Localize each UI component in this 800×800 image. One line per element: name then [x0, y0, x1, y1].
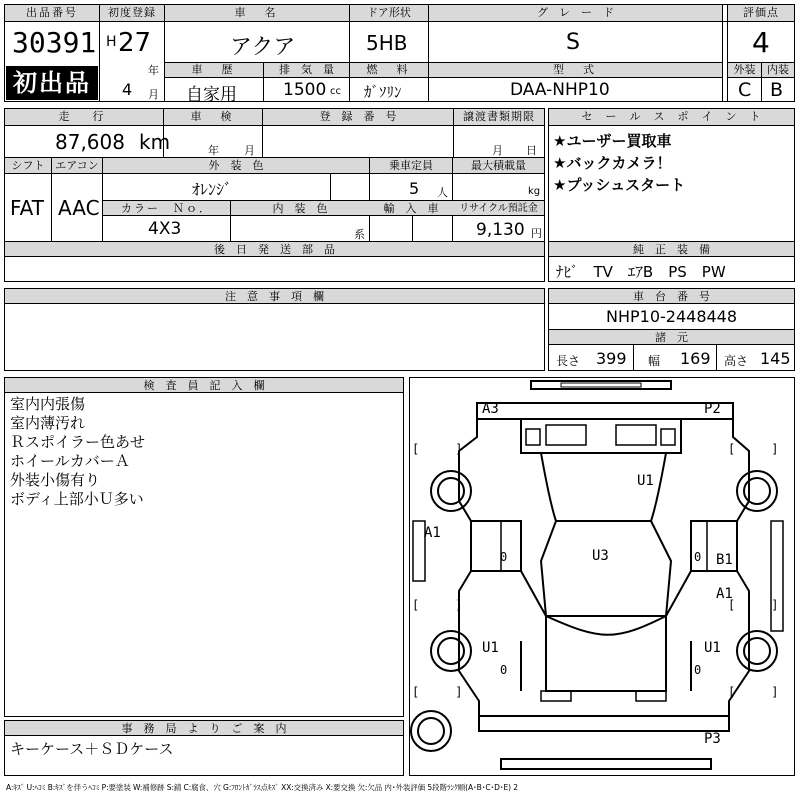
reg-year: 27: [118, 28, 152, 58]
bracket-mid-left: [ ]: [412, 598, 463, 612]
damage-mark-u1-top: U1: [637, 473, 654, 489]
first-listing-text: 初出品: [13, 69, 91, 97]
inspection-year-unit: 年: [208, 144, 219, 157]
office-text: キーケース＋ＳＤケース: [10, 740, 174, 758]
reg-month: 4: [122, 80, 133, 99]
sales-point: ★ユーザー買取車: [553, 132, 672, 150]
first-listing-badge: [6, 66, 98, 100]
damage-mark-p2: P2: [704, 401, 721, 417]
color-no-label: カラー Ｎｏ．: [121, 202, 212, 215]
zero-right: 0: [694, 550, 702, 564]
vehicle-info-section: [4, 108, 545, 242]
year-unit: 年: [148, 64, 159, 77]
color-no: 4X3: [148, 219, 182, 239]
recycle-amount: 9,130: [476, 220, 525, 240]
damage-mark-u3: U3: [592, 548, 609, 564]
mileage-unit: km: [139, 130, 171, 154]
bracket-mid-right: [ ]: [728, 598, 779, 612]
zero-right-low: 0: [694, 663, 702, 677]
sales-point: ★バックカメラ！: [553, 154, 672, 172]
length: 399: [596, 349, 627, 368]
damage-mark-u1-left: U1: [482, 640, 499, 656]
interior-grade: B: [770, 79, 784, 101]
later-parts-label: 後 日 発 送 部 品: [214, 243, 335, 256]
capacity-unit: 人: [437, 186, 448, 199]
car-name-label: 車 名: [234, 6, 280, 19]
transfer-day-unit: 日: [526, 144, 537, 157]
width: 169: [680, 349, 711, 368]
score-label: 評価点: [743, 6, 779, 19]
inspector-note: Ｒスポイラー色あせ: [10, 433, 146, 451]
first-reg-label: 初度登録: [108, 6, 156, 19]
damage-mark-a3: A3: [482, 401, 499, 417]
mileage-label: 走 行: [58, 110, 110, 123]
legend: A:ｷｽﾞ U:ﾍｺﾐ B:ｷｽﾞを伴うﾍｺﾐ P:要塗装 W:補修跡 S:錆 C:腐食、穴 G:ﾌﾛﾝﾄｶﾞﾗｽ点ｷｽﾞ XX:交換済み X:要交換 欠:欠品 内･外装評価 5段階ﾗﾝｸ順(A･B･C･D･E) 2: [6, 783, 518, 792]
door-label: ドア形状: [367, 6, 411, 19]
bracket-left: [ ]: [412, 442, 463, 456]
int-color-label: 内 装 色: [272, 202, 328, 215]
interior-label: 内装: [767, 63, 789, 76]
displacement-unit: cc: [330, 86, 341, 97]
displacement-label: 排 気 量: [279, 63, 334, 76]
bracket-low-right: [ ]: [728, 685, 779, 699]
shift: FAT: [10, 196, 45, 220]
lot-number: 30391: [12, 26, 97, 59]
era: H: [106, 34, 117, 50]
exterior-label: 外装: [733, 63, 756, 76]
inspection-label: 車 検: [190, 110, 236, 123]
shift-label: シフト: [11, 159, 45, 172]
score: 4: [752, 26, 770, 59]
door-type: 5HB: [366, 31, 408, 55]
month-unit: 月: [148, 88, 159, 101]
history-label: 車 歴: [191, 63, 237, 76]
damage-mark-p3: P3: [704, 731, 721, 747]
transfer-month-unit: 月: [492, 144, 503, 157]
load-unit: kg: [528, 186, 541, 197]
ext-color: ｵﾚﾝｼﾞ: [192, 180, 233, 199]
load-label: 最大積載量: [471, 159, 526, 172]
displacement: 1500: [283, 80, 327, 100]
transfer-label: 譲渡書類期限: [463, 110, 535, 123]
inspector-note: 室内薄汚れ: [10, 414, 86, 432]
capacity: 5: [409, 179, 420, 198]
car-outline-diagram: [410, 378, 794, 775]
inspector-note: 室内内張傷: [10, 395, 86, 413]
damage-mark-u1-right: U1: [704, 640, 721, 656]
capacity-label: 乗車定員: [389, 159, 433, 172]
inspector-note: 外装小傷有り: [10, 471, 101, 489]
inspector-note: ボディ上部小Ｕ多い: [10, 490, 144, 508]
inspection-month-unit: 月: [244, 144, 255, 157]
vehicle-diagram: [409, 377, 795, 776]
chassis-label: 車 台 番 号: [633, 290, 710, 303]
exterior-grade: C: [738, 79, 752, 101]
car-name: アクア: [230, 35, 296, 60]
import-label: 輸 入 車: [383, 202, 439, 215]
history: 自家用: [186, 85, 237, 105]
length-label: 長さ: [556, 354, 581, 368]
width-label: 幅: [648, 354, 661, 368]
sales-label: セ ー ル ス ポ イ ン ト: [581, 110, 762, 123]
genuine-equipment: ﾅﾋﾞ TV ｴｱB PS PW: [556, 263, 726, 281]
registration-label: 登 録 番 号: [319, 110, 397, 123]
office-label: 事 務 局 よ り ご 案 内: [121, 722, 287, 735]
inspector-notes: [10, 395, 145, 509]
height-label: 高さ: [724, 354, 749, 368]
ac-label: エアコン: [55, 159, 99, 172]
bracket-right: [ ]: [728, 442, 779, 456]
bracket-low-left: [ ]: [412, 685, 463, 699]
model-label: 型 式: [553, 63, 598, 76]
inspector-note: ホイールカバーＡ: [10, 452, 130, 470]
height: 145: [760, 349, 791, 368]
lot-label: 出品番号: [26, 6, 78, 19]
fuel: ｶﾞｿﾘﾝ: [364, 83, 402, 101]
inspector-label: 検 査 員 記 入 欄: [143, 379, 265, 392]
int-color-unit: 系: [354, 228, 365, 241]
damage-mark-a1-right: A1: [716, 586, 733, 602]
ext-color-label: 外 装 色: [208, 159, 264, 172]
genuine-label: 純 正 装 備: [633, 243, 710, 256]
zero-left-low: 0: [500, 663, 508, 677]
caution-label: 注 意 事 項 欄: [225, 290, 324, 303]
zero-left: 0: [500, 550, 508, 564]
recycle-unit: 円: [531, 227, 542, 240]
chassis-number: NHP10-2448448: [606, 307, 738, 326]
grade-label: グ レ ー ド: [537, 6, 614, 19]
sales-points-list: [553, 130, 685, 196]
ac: AAC: [58, 196, 100, 220]
dims-label: 諸 元: [655, 331, 688, 344]
mileage: 87,608: [55, 130, 125, 154]
grade: S: [566, 30, 580, 55]
sales-point: ★プッシュスタート: [553, 176, 686, 194]
damage-mark-a1-left: A1: [424, 525, 441, 541]
fuel-label: 燃 料: [366, 63, 412, 76]
recycle-label: リサイクル預託金: [459, 203, 538, 214]
model: DAA-NHP10: [510, 80, 610, 100]
damage-mark-b1: B1: [716, 552, 733, 568]
